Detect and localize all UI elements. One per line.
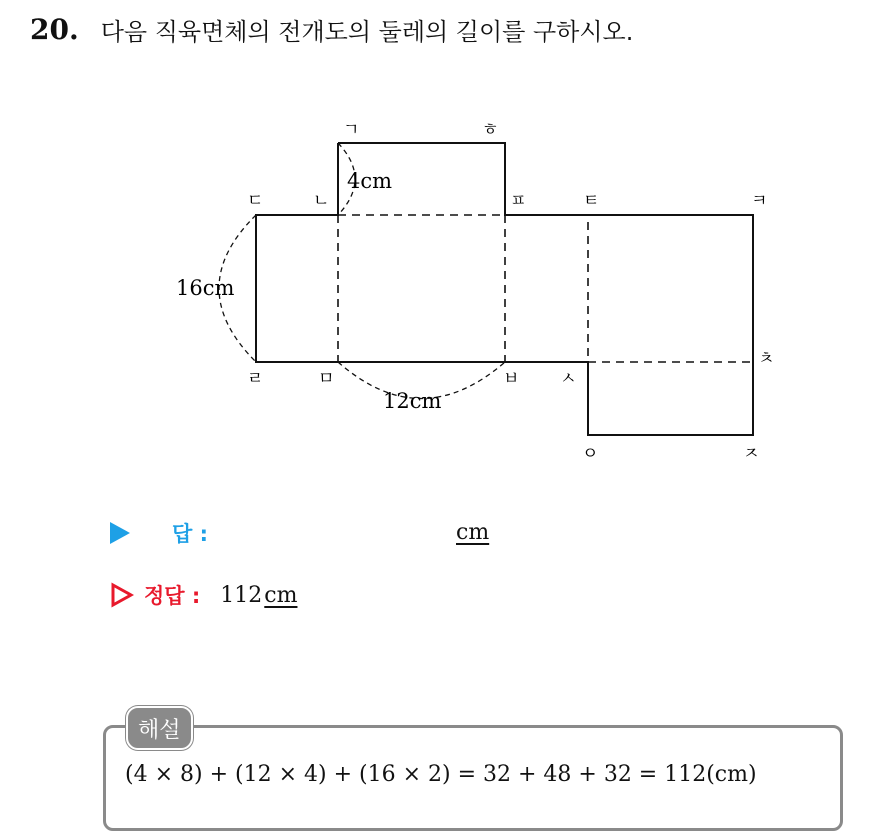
correct-answer-unit: cm [264, 582, 298, 608]
vertex-label-ch: ㅊ [758, 349, 775, 369]
correct-answer-value: 112 [220, 582, 263, 608]
solution-text: (4 × 8) + (12 × 4) + (16 × 2) = 32 + 48 + 32 = 112(cm) [125, 762, 757, 787]
vertex-label-b: ㅂ [503, 369, 520, 389]
vertex-label-j: ㅈ [743, 444, 760, 464]
dimension-label-12cm: 12cm [383, 389, 442, 413]
vertex-label-g: ㄱ [343, 120, 360, 140]
vertex-label-d: ㄷ [247, 191, 264, 211]
vertex-label-r: ㄹ [247, 369, 264, 389]
answer-row [110, 518, 208, 548]
dimension-label-16cm: 16cm [176, 276, 235, 300]
answer-blank-unit[interactable]: cm [456, 520, 490, 545]
answer-label: 답 : [172, 522, 208, 546]
filled-triangle-icon [110, 522, 130, 544]
vertex-label-s: ㅅ [560, 369, 577, 389]
vertex-label-t: ㅌ [583, 191, 600, 211]
solution-tag: 해설 [126, 706, 193, 750]
vertex-label-h: ㅎ [482, 120, 499, 140]
question-number: 20. [30, 12, 79, 46]
vertex-label-m: ㅁ [318, 369, 335, 389]
vertex-label-o: ㅇ [582, 444, 599, 464]
vertex-label-k: ㅋ [751, 191, 768, 211]
vertex-label-n: ㄴ [313, 191, 330, 211]
question-text: 다음 직육면체의 전개도의 둘레의 길이를 구하시오. [100, 17, 634, 46]
correct-answer-label: 정답 : [144, 584, 201, 608]
vertex-label-p: ㅍ [510, 191, 527, 211]
correct-answer-row [110, 580, 297, 610]
outline-triangle-icon [110, 582, 134, 608]
dimension-label-4cm: 4cm [347, 169, 393, 193]
